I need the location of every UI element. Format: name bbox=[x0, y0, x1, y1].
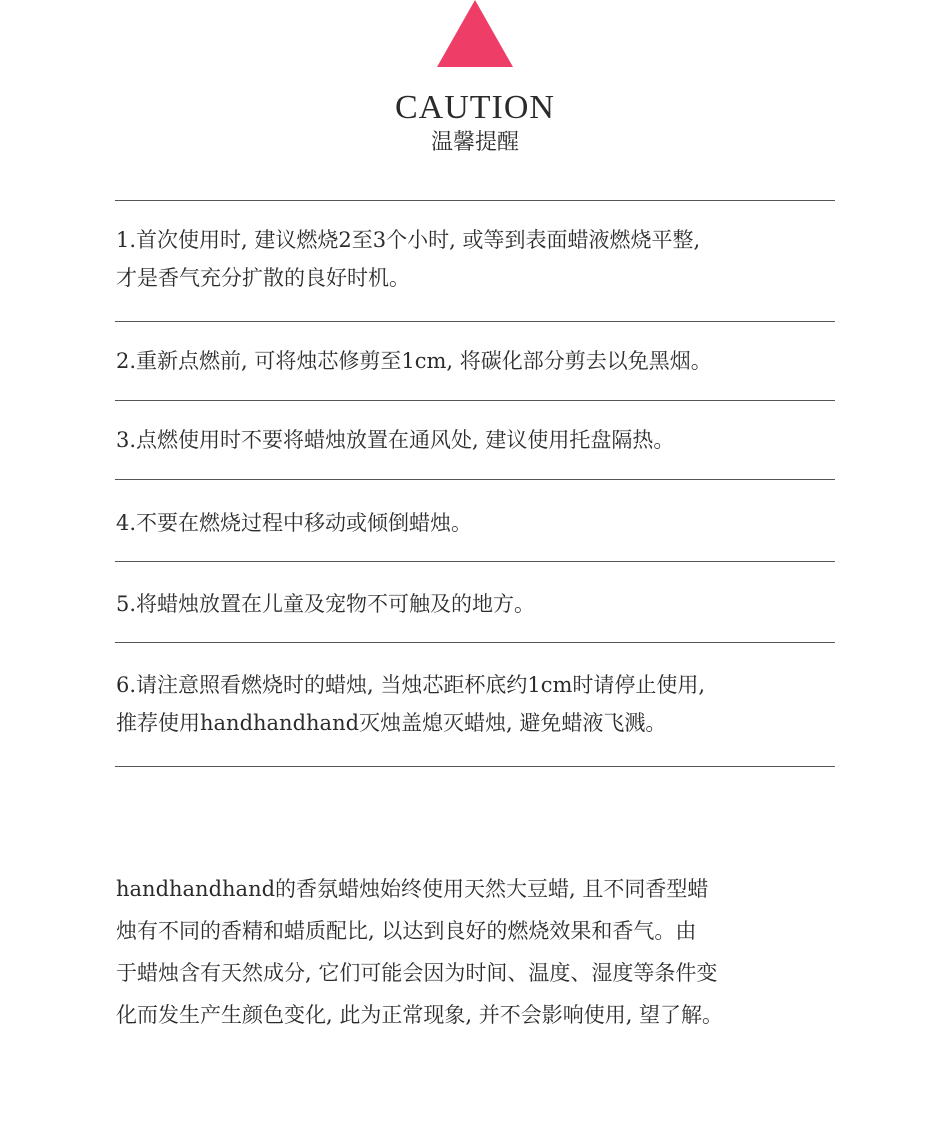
product-note-paragraph: handhandhand的香氛蜡烛始终使用天然大豆蜡, 且不同香型蜡 烛有不同的香精和蜡质配比, 以达到良好的燃烧效果和香气。由 于蜡烛含有天然成分, 它们可能会因为时间、温度、湿度等条件变 化而发生产生颜色变化, 此为正常现象, 并不会影响使用, 望了解。 bbox=[116, 877, 724, 1027]
divider bbox=[115, 766, 835, 767]
divider bbox=[115, 561, 835, 562]
caution-title: CAUTION bbox=[395, 89, 555, 126]
tip-item-2: 2.重新点燃前, 可将烛芯修剪至1cm, 将碳化部分剪去以免黑烟。 bbox=[116, 349, 712, 373]
divider bbox=[115, 400, 835, 401]
tip-item-3: 3.点燃使用时不要将蜡烛放置在通风处, 建议使用托盘隔热。 bbox=[116, 428, 675, 452]
warning-triangle-icon bbox=[437, 0, 513, 67]
caution-subtitle: 温馨提醒 bbox=[430, 130, 519, 155]
tip-item-1: 1.首次使用时, 建议燃烧2至3个小时, 或等到表面蜡液燃烧平整, 才是香气充分扩散的良好时机。 bbox=[116, 228, 701, 290]
tip-item-6: 6.请注意照看燃烧时的蜡烛, 当烛芯距杯底约1cm时请停止使用, 推荐使用handhandhand灭烛盖熄灭蜡烛, 避免蜡液飞溅。 bbox=[116, 673, 706, 735]
divider bbox=[115, 200, 835, 201]
divider bbox=[115, 479, 835, 480]
divider bbox=[115, 642, 835, 643]
tip-item-4: 4.不要在燃烧过程中移动或倾倒蜡烛。 bbox=[116, 511, 473, 535]
tip-item-5: 5.将蜡烛放置在儿童及宠物不可触及的地方。 bbox=[116, 592, 536, 616]
divider bbox=[115, 321, 835, 322]
